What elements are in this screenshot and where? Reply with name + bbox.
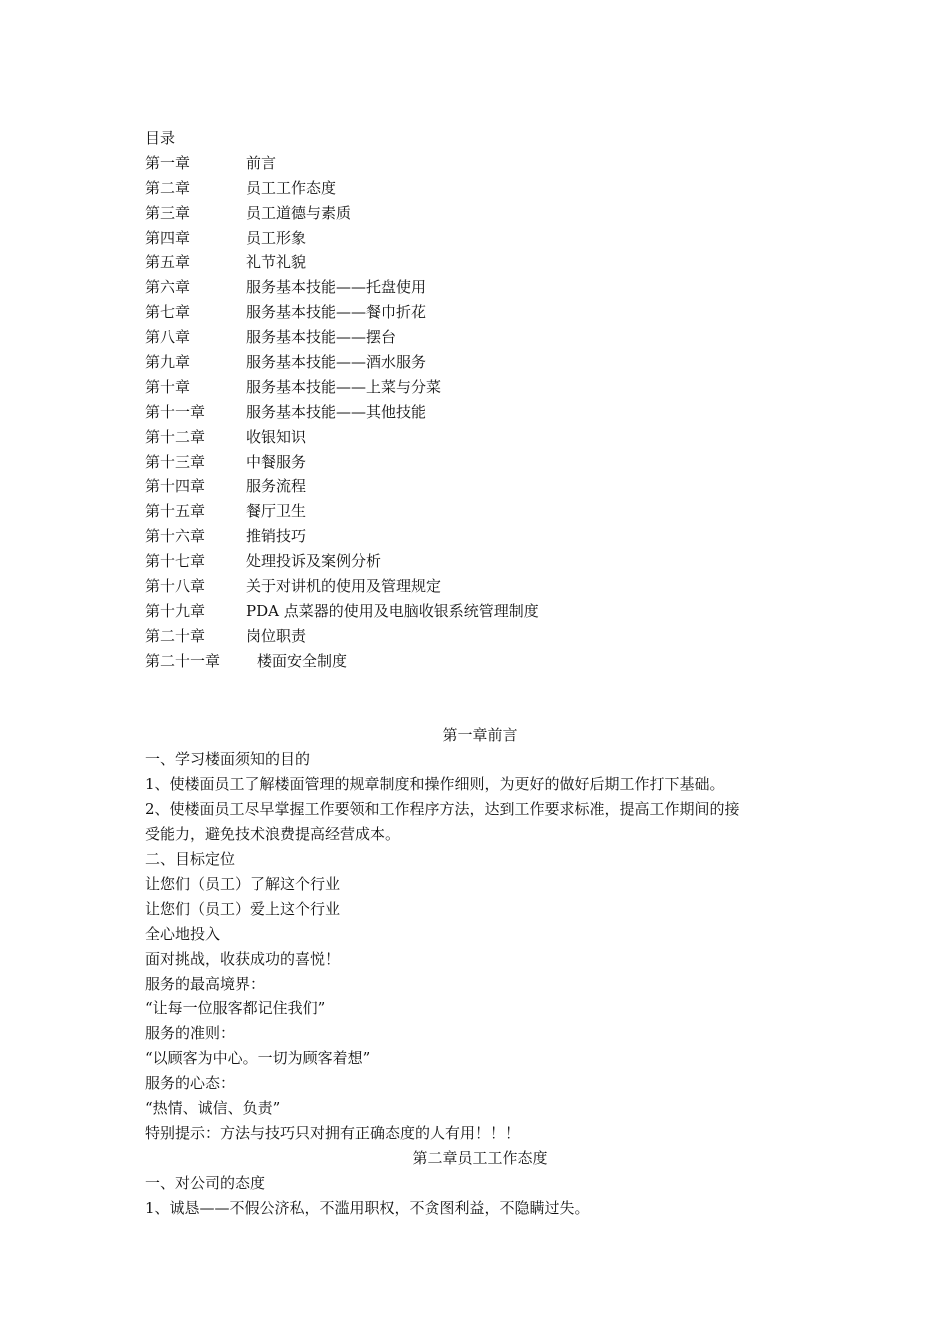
toc-item-title: 收银知识 [246, 427, 307, 446]
chapter1-line: 全心地投入 [145, 924, 221, 943]
toc-title: 目录 [145, 129, 176, 147]
chapter1-line: “热情、诚信、负责” [145, 1098, 281, 1117]
toc-item [145, 624, 815, 649]
toc-item [145, 524, 815, 549]
toc-item-number: 第九章 [145, 353, 191, 372]
toc-item-title: 推销技巧 [246, 527, 307, 546]
toc-item-title: 服务基本技能——其他技能 [246, 402, 427, 421]
document-page [145, 126, 815, 1220]
chapter1-line: 面对挑战，收获成功的喜悦！ [145, 949, 341, 968]
toc-item [145, 425, 815, 450]
toc-item [145, 400, 815, 425]
toc-item [145, 176, 815, 201]
toc-item-title: 员工工作态度 [246, 178, 337, 197]
toc-item-number: 第一章 [145, 153, 191, 172]
toc-item-number: 第三章 [145, 203, 191, 222]
toc-item [145, 375, 815, 400]
toc-item-title: 中餐服务 [246, 452, 307, 471]
toc-item-title: 礼节礼貌 [246, 253, 307, 272]
toc-item [145, 201, 815, 226]
toc-item-title: PDA 点菜器的使用及电脑收银系统管理制度 [246, 601, 539, 620]
toc-item-title: 服务基本技能——餐巾折花 [246, 303, 427, 322]
toc-list [145, 151, 815, 674]
section-gap [145, 674, 815, 723]
toc-item-title: 服务基本技能——摆台 [246, 328, 397, 347]
chapter1-line: 让您们（员工）爱上这个行业 [145, 899, 341, 918]
chapter1-line: 服务的准则： [145, 1024, 236, 1043]
toc-item-number: 第八章 [145, 328, 191, 347]
chapter2-para1: 1、诚恳——不假公济私，不滥用职权，不贪图利益，不隐瞒过失。 [145, 1198, 590, 1217]
toc-item [145, 226, 815, 251]
chapter2-section1: 一、对公司的态度 [145, 1173, 266, 1192]
chapter1-line: “以顾客为中心。一切为顾客着想” [145, 1049, 371, 1068]
toc-item-title: 岗位职责 [246, 626, 307, 645]
toc-item-number: 第四章 [145, 228, 191, 247]
toc-item-number: 第十三章 [145, 452, 206, 471]
toc-item [145, 325, 815, 350]
chapter1-para2-line2: 受能力，避免技术浪费提高经营成本。 [145, 825, 401, 844]
chapter1-line: “让每一位服客都记住我们” [145, 999, 326, 1018]
toc-item-title: 服务基本技能——酒水服务 [246, 353, 427, 372]
toc-item-number: 第二章 [145, 178, 191, 197]
chapter1-para2-line1: 2、使楼面员工尽早掌握工作要领和工作程序方法，达到工作要求标准，提高工作期间的接 [145, 800, 740, 819]
toc-item-number: 第十九章 [145, 601, 206, 620]
toc-item-title: 餐厅卫生 [246, 502, 307, 521]
toc-item [145, 474, 815, 499]
toc-item-title: 楼面安全制度 [257, 651, 348, 670]
chapter1-heading: 第一章前言 [442, 725, 518, 744]
toc-item [145, 649, 815, 674]
chapter1-para1: 1、使楼面员工了解楼面管理的规章制度和操作细则，为更好的做好后期工作打下基础。 [145, 775, 725, 794]
toc-item-title: 前言 [246, 153, 277, 172]
toc-item [145, 450, 815, 475]
toc-item [145, 300, 815, 325]
toc-item [145, 151, 815, 176]
toc-item-title: 员工道德与素质 [246, 203, 352, 222]
toc-item-title: 服务流程 [246, 477, 307, 496]
toc-item [145, 275, 815, 300]
toc-item-number: 第十章 [145, 377, 191, 396]
toc-item [145, 549, 815, 574]
toc-item-number: 第二十章 [145, 626, 206, 645]
chapter1-line: 服务的心态： [145, 1074, 236, 1093]
toc-item-number: 第十二章 [145, 427, 206, 446]
toc-item [145, 599, 815, 624]
toc-item [145, 250, 815, 275]
toc-item [145, 499, 815, 524]
toc-item-title: 员工形象 [246, 228, 307, 247]
chapter2-heading: 第二章员工工作态度 [412, 1148, 548, 1167]
toc-item-number: 第十四章 [145, 477, 206, 496]
chapter1-section2: 二、目标定位 [145, 850, 236, 869]
toc-item-number: 第七章 [145, 303, 191, 322]
chapter1-line: 特别提示：方法与技巧只对拥有正确态度的人有用！！！ [145, 1123, 521, 1142]
toc-item [145, 350, 815, 375]
toc-item-title: 服务基本技能——上菜与分菜 [246, 377, 442, 396]
toc-item-title: 处理投诉及案例分析 [246, 552, 382, 571]
toc-item [145, 574, 815, 599]
toc-item-number: 第十五章 [145, 502, 206, 521]
toc-item-number: 第二十一章 [145, 651, 221, 670]
chapter1-line: 服务的最高境界： [145, 974, 266, 993]
toc-item-title: 关于对讲机的使用及管理规定 [246, 577, 442, 596]
toc-item-number: 第十六章 [145, 527, 206, 546]
chapter1-line: 让您们（员工）了解这个行业 [145, 874, 341, 893]
toc-item-number: 第十一章 [145, 402, 206, 421]
toc-item-number: 第十八章 [145, 577, 206, 596]
toc-item-number: 第五章 [145, 253, 191, 272]
toc-item-title: 服务基本技能——托盘使用 [246, 278, 427, 297]
toc-item-number: 第十七章 [145, 552, 206, 571]
toc-item-number: 第六章 [145, 278, 191, 297]
chapter1-section1: 一、学习楼面须知的目的 [145, 750, 311, 769]
